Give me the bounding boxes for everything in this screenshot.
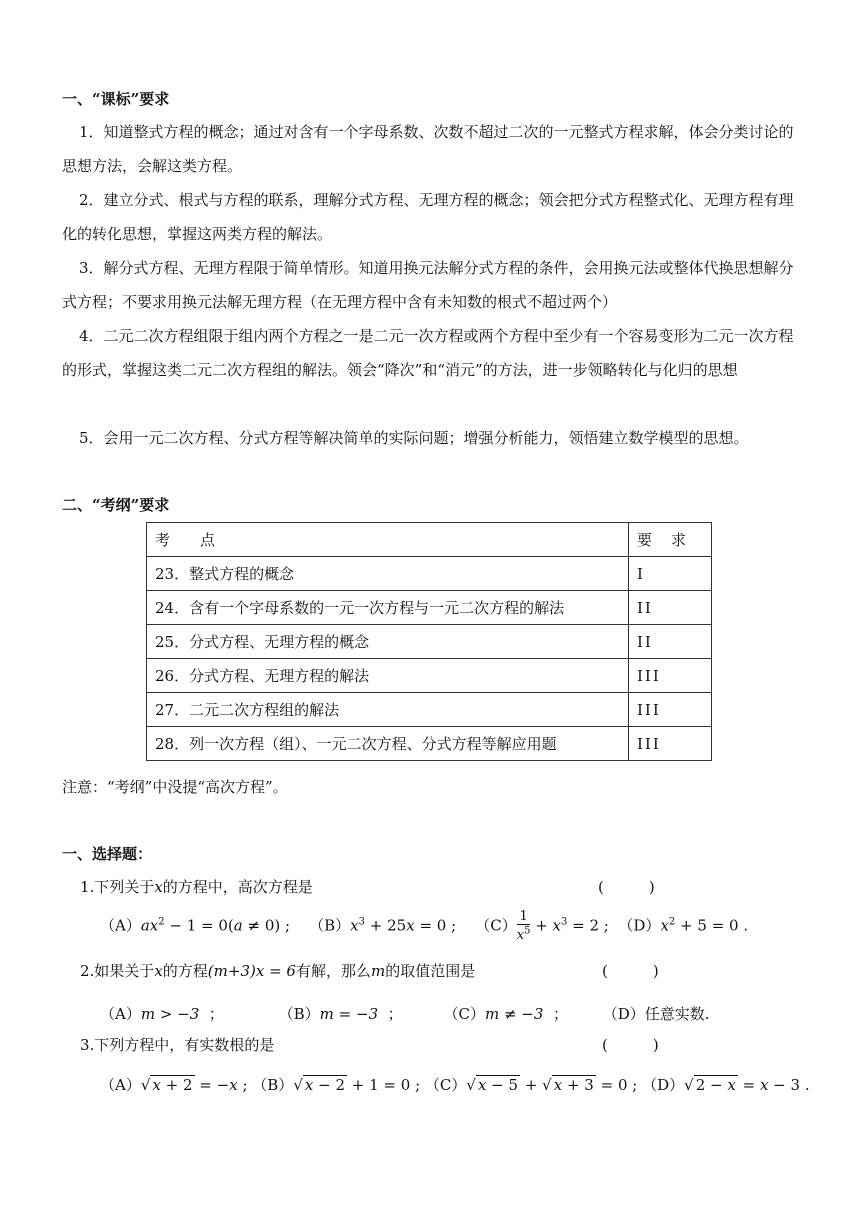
- table-cell-topic: 28．列一次方程（组）、一元二次方程、分式方程等解应用题: [147, 727, 629, 761]
- table-header-requirement: 要 求: [629, 523, 712, 557]
- syllabus-note: 注意：“考纲”中没提“高次方程”。: [62, 778, 288, 796]
- syllabus-table: [146, 522, 712, 761]
- table-row: [147, 693, 712, 727]
- table-header-row: [147, 523, 712, 557]
- table-cell-level: III: [629, 659, 712, 693]
- question-3-options: （A）√ x + 2 = −x ; （B）√ x − 2 + 1 = 0 ; （C）√ x − 5 + √ x + 3 = 0 ; （D）√ 2 − x = x − 3 .: [100, 1076, 810, 1094]
- table-cell-topic: 26．分式方程、无理方程的解法: [147, 659, 629, 693]
- table-row: [147, 591, 712, 625]
- curriculum-item-4: 4．二元二次方程组限于组内两个方程之一是二元一次方程或两个方程中至少有一个容易变形为二元一次方程的形式，掌握这类二元二次方程组的解法。领会“降次”和“消元”的方法，进一步领略转化与化归的思想: [62, 327, 794, 379]
- table-cell-level: III: [629, 693, 712, 727]
- table-header-topic: 考 点: [147, 523, 629, 557]
- table-cell-level: II: [629, 591, 712, 625]
- section-title-syllabus: 二、“考纲”要求: [62, 496, 170, 514]
- answer-blank-2[interactable]: ( ): [602, 962, 659, 980]
- curriculum-item-1: 1．知道整式方程的概念；通过对含有一个字母系数、次数不超过二次的一元整式方程求解，体会分类讨论的思想方法，会解这类方程。: [62, 123, 794, 175]
- table-cell-topic: 25．分式方程、无理方程的概念: [147, 625, 629, 659]
- table-cell-topic: 27．二元二次方程组的解法: [147, 693, 629, 727]
- section-title-curriculum: 一、“课标”要求: [62, 90, 170, 108]
- question-1-options: $(A)ax^2 - 1 = 0(a \ne 0)$ ; $(B)x^3 + 25x = 0$ ; （C） $\frac{1}{x^5} + x^3 = 2$ ; $(D)x^2 + 5 = 0$ .: [100, 909, 749, 944]
- table-row: [147, 727, 712, 761]
- table-row: [147, 659, 712, 693]
- curriculum-item-3: 3．解分式方程、无理方程限于简单情形。知道用换元法解分式方程的条件，会用换元法或整体代换思想解分式方程；不要求用换元法解无理方程（在无理方程中含有未知数的根式不超过两个）: [62, 259, 794, 311]
- curriculum-item-5: 5．会用一元二次方程、分式方程等解决简单的实际问题；增强分析能力，领悟建立数学模型的思想。: [79, 429, 749, 447]
- answer-blank-3[interactable]: ( ): [602, 1036, 659, 1054]
- question-2-stem: 2.如果关于x的方程(m+3)x = 6有解，那么m的取值范围是: [80, 962, 476, 980]
- table-cell-topic: 23．整式方程的概念: [147, 557, 629, 591]
- table-cell-level: II: [629, 625, 712, 659]
- table-cell-topic: 24．含有一个字母系数的一元一次方程与一元二次方程的解法: [147, 591, 629, 625]
- table-row: [147, 625, 712, 659]
- question-3-stem: 3.下列方程中，有实数根的是: [80, 1036, 275, 1054]
- question-1-stem: 1.下列关于x的方程中，高次方程是: [80, 878, 313, 896]
- question-2-options: （A）m > −3 ； （B）m = −3 ； （C）m ≠ −3 ； （D）任意实数.: [100, 1005, 710, 1023]
- table-row: [147, 557, 712, 591]
- section-title-multiple-choice: 一、选择题：: [62, 845, 153, 863]
- curriculum-item-2: 2．建立分式、根式与方程的联系，理解分式方程、无理方程的概念；领会把分式方程整式化、无理方程有理化的转化思想，掌握这两类方程的解法。: [62, 191, 794, 243]
- table-cell-level: I: [629, 557, 712, 591]
- table-cell-level: III: [629, 727, 712, 761]
- answer-blank-1[interactable]: ( ): [598, 878, 655, 896]
